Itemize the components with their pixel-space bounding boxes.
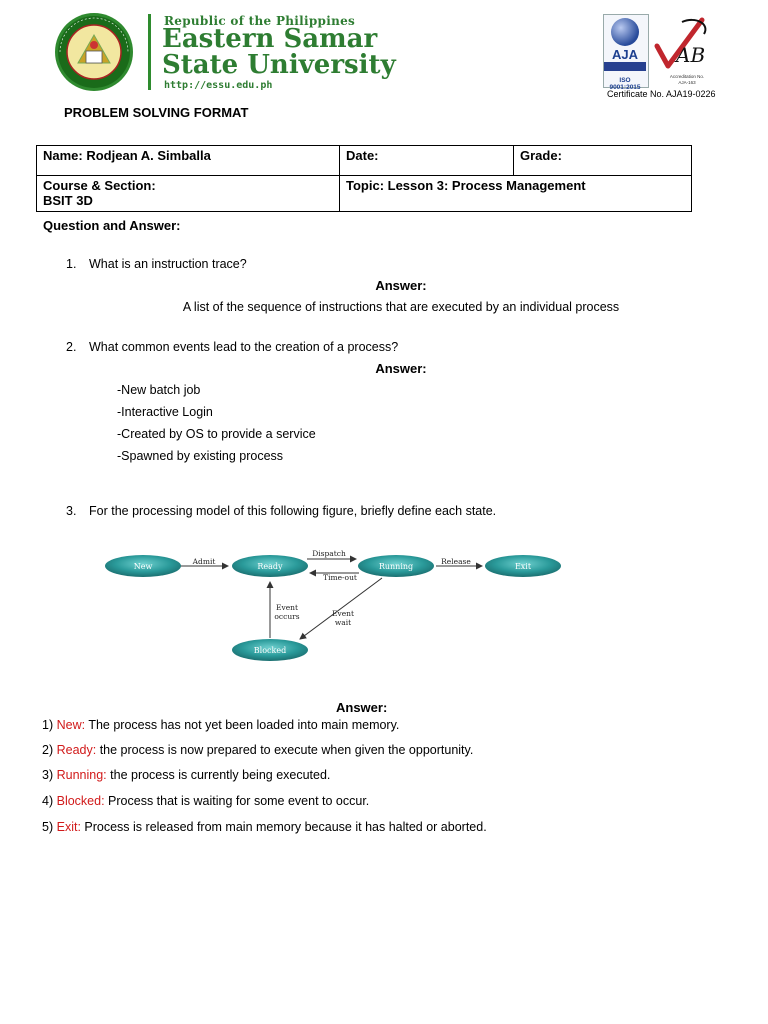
label-event-wait-2: wait bbox=[334, 618, 352, 627]
label-timeout: Time-out bbox=[323, 573, 357, 582]
q2-number: 2. bbox=[66, 340, 77, 354]
label-dispatch: Dispatch bbox=[312, 549, 346, 558]
definition-number: 5) bbox=[42, 820, 54, 834]
definition-term: Running: bbox=[56, 768, 107, 782]
label-event-occurs-2: occurs bbox=[274, 612, 300, 621]
state-exit-label: Exit bbox=[514, 562, 532, 571]
student-info-table bbox=[36, 145, 692, 212]
q1-answer: A list of the sequence of instructions that are executed by an individual process bbox=[182, 300, 620, 314]
label-release: Release bbox=[441, 557, 471, 566]
q2-answer-label: Answer: bbox=[375, 361, 427, 376]
definition-desc: Process is released from main memory because it has halted or aborted. bbox=[84, 820, 487, 834]
q3-answer-label: Answer: bbox=[336, 700, 388, 715]
q1-answer-label: Answer: bbox=[375, 278, 427, 293]
date-label: Date: bbox=[346, 148, 379, 163]
state-new-label: New bbox=[133, 562, 153, 571]
university-url: http://essu.edu.ph bbox=[164, 80, 273, 91]
label-event-wait-1: Event bbox=[332, 609, 354, 618]
label-admit: Admit bbox=[192, 557, 216, 566]
republic-text: Republic of the Philippines bbox=[164, 14, 356, 28]
course-cell bbox=[37, 176, 340, 212]
qa-heading: Question and Answer: bbox=[43, 218, 181, 233]
course-value: BSIT 3D bbox=[43, 193, 93, 208]
definition-desc: the process is currently being executed. bbox=[110, 768, 331, 782]
state-ready-label: Ready bbox=[257, 562, 283, 571]
aja-band bbox=[604, 62, 646, 71]
globe-icon bbox=[611, 18, 639, 46]
definition-item bbox=[42, 794, 369, 808]
header-divider bbox=[148, 14, 151, 90]
aja-text: AJA bbox=[611, 47, 638, 62]
q1-question: What is an instruction trace? bbox=[89, 257, 247, 271]
topic-label: Topic: Lesson 3: Process Management bbox=[346, 178, 586, 193]
grade-label: Grade: bbox=[520, 148, 562, 163]
definition-number: 3) bbox=[42, 768, 54, 782]
university-seal-icon bbox=[48, 11, 140, 93]
definition-desc: the process is now prepared to execute when given the opportunity. bbox=[99, 743, 474, 757]
q1-number: 1. bbox=[66, 257, 77, 271]
definition-item bbox=[42, 768, 330, 782]
svg-text:AB: AB bbox=[676, 43, 706, 67]
accreditation-logo-icon bbox=[652, 14, 710, 74]
label-event-occurs-1: Event bbox=[276, 603, 298, 612]
university-name-line1: Eastern Samar bbox=[162, 24, 378, 54]
q2-item: -New batch job bbox=[117, 383, 201, 397]
topic-cell bbox=[340, 176, 692, 212]
definition-number: 1) bbox=[42, 718, 54, 732]
definition-number: 2) bbox=[42, 743, 54, 757]
definition-term: Ready: bbox=[56, 743, 97, 757]
grade-cell bbox=[514, 146, 692, 176]
iso-text: ISO 9001:2015 bbox=[609, 77, 641, 91]
definition-term: Exit: bbox=[56, 820, 81, 834]
definition-item bbox=[42, 820, 487, 834]
q2-item: -Spawned by existing process bbox=[117, 449, 284, 463]
course-label: Course & Section: bbox=[43, 178, 156, 193]
process-state-diagram bbox=[100, 540, 570, 670]
definition-desc: The process has not yet been loaded into main memory. bbox=[88, 718, 400, 732]
definition-item bbox=[42, 743, 473, 757]
accreditation-number: Accreditation No. AJA-163 bbox=[669, 74, 705, 85]
definition-desc: Process that is waiting for some event to occur. bbox=[108, 794, 370, 808]
q3-number: 3. bbox=[66, 504, 77, 518]
definition-item bbox=[42, 718, 399, 732]
certificate-number: Certificate No. AJA19-0226 bbox=[607, 89, 716, 99]
definition-term: New: bbox=[56, 718, 86, 732]
state-running-label: Running bbox=[378, 562, 414, 571]
name-label: Name: Rodjean A. Simballa bbox=[43, 148, 211, 163]
q2-question: What common events lead to the creation of a process? bbox=[89, 340, 399, 354]
date-cell bbox=[340, 146, 514, 176]
definition-term: Blocked: bbox=[56, 794, 105, 808]
q2-item: -Interactive Login bbox=[117, 405, 213, 419]
name-cell bbox=[37, 146, 340, 176]
document-title: PROBLEM SOLVING FORMAT bbox=[64, 105, 249, 120]
definition-number: 4) bbox=[42, 794, 54, 808]
q3-question: For the processing model of this following figure, briefly define each state. bbox=[89, 504, 497, 518]
state-blocked-label: Blocked bbox=[253, 646, 287, 655]
university-name-line2: State University bbox=[162, 50, 396, 80]
q2-item: -Created by OS to provide a service bbox=[117, 427, 316, 441]
